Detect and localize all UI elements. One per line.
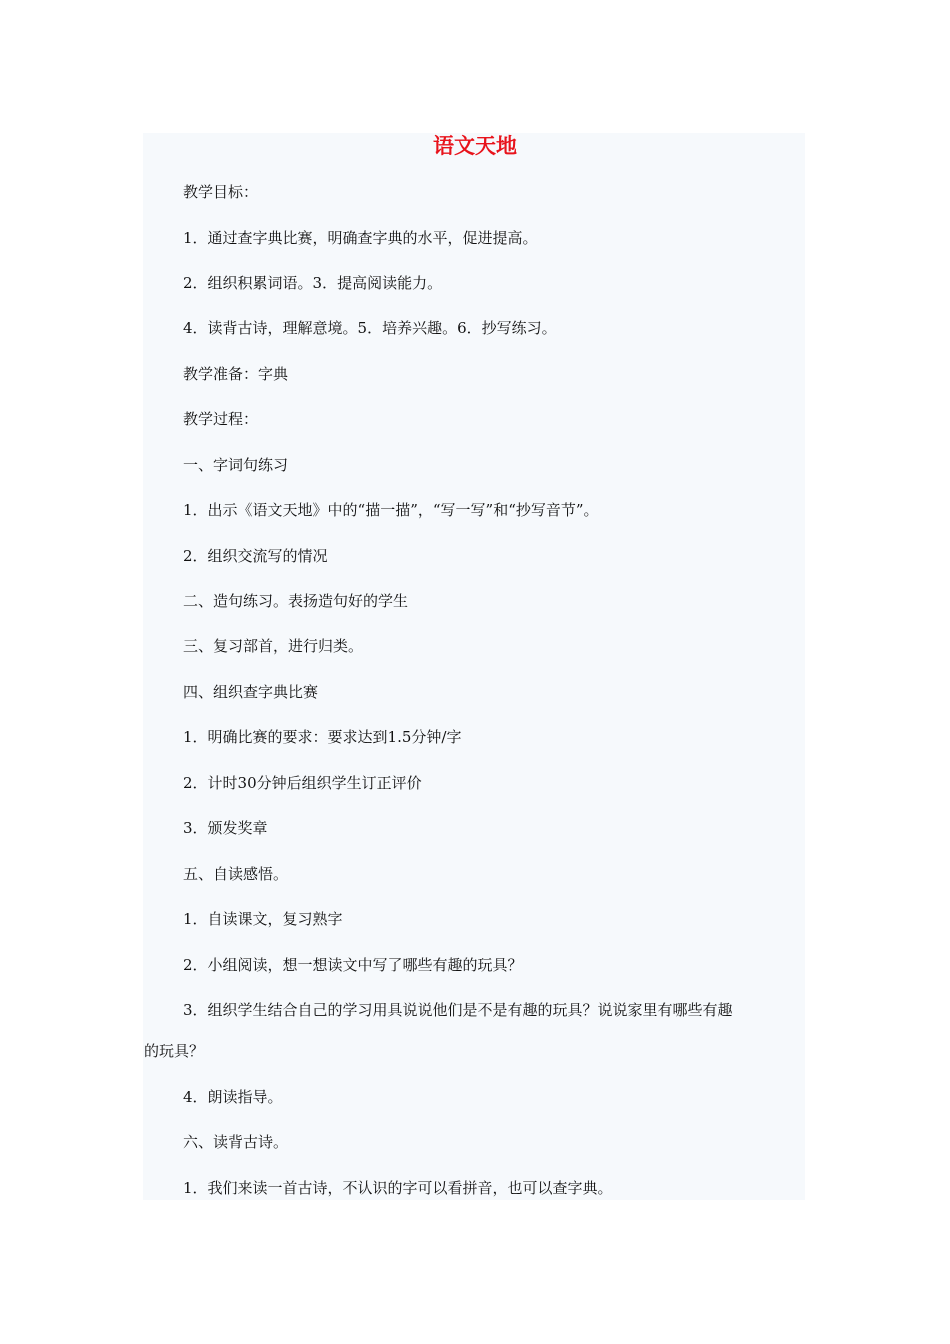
paragraph-preparation: 教学准备：字典 — [183, 365, 289, 383]
section-heading: 二、造句练习。表扬造句好的学生 — [183, 592, 409, 610]
paragraph: 4．朗读指导。 — [183, 1088, 283, 1106]
section-heading: 一、字词句练习 — [183, 456, 289, 474]
paragraph: 3．颁发奖章 — [183, 819, 268, 837]
paragraph: 3．组织学生结合自己的学习用具说说他们是不是有趣的玩具？说说家里有哪些有趣 — [183, 1001, 733, 1019]
paragraph: 1．明确比赛的要求：要求达到1.5分钟/字 — [183, 728, 462, 746]
paragraph: 2．计时30分钟后组织学生订正评价 — [183, 774, 422, 792]
paragraph: 1．出示《语文天地》中的“描一描”，“写一写”和“抄写音节”。 — [183, 501, 599, 519]
paragraph: 1．我们来读一首古诗，不认识的字可以看拼音，也可以查字典。 — [183, 1179, 613, 1197]
paragraph: 2．小组阅读，想一想读文中写了哪些有趣的玩具？ — [183, 956, 523, 974]
section-heading: 五、自读感悟。 — [183, 865, 289, 883]
section-heading: 六、读背古诗。 — [183, 1133, 289, 1151]
section-heading: 四、组织查字典比赛 — [183, 683, 319, 701]
paragraph-continuation: 的玩具？ — [144, 1042, 205, 1060]
document-title: 语文天地 — [433, 134, 517, 158]
paragraph: 1．通过查字典比赛，明确查字典的水平，促进提高。 — [183, 229, 538, 247]
paragraph: 2．组织积累词语。3．提高阅读能力。 — [183, 274, 443, 292]
section-heading: 三、复习部首，进行归类。 — [183, 637, 364, 655]
paragraph: 4．读背古诗，理解意境。5．培养兴趣。6．抄写练习。 — [183, 319, 557, 337]
paragraph-teaching-goals: 教学目标： — [183, 183, 259, 201]
document-page — [143, 133, 805, 1200]
paragraph-process: 教学过程： — [183, 410, 259, 428]
paragraph: 2．组织交流写的情况 — [183, 547, 328, 565]
paragraph: 1．自读课文，复习熟字 — [183, 910, 343, 928]
